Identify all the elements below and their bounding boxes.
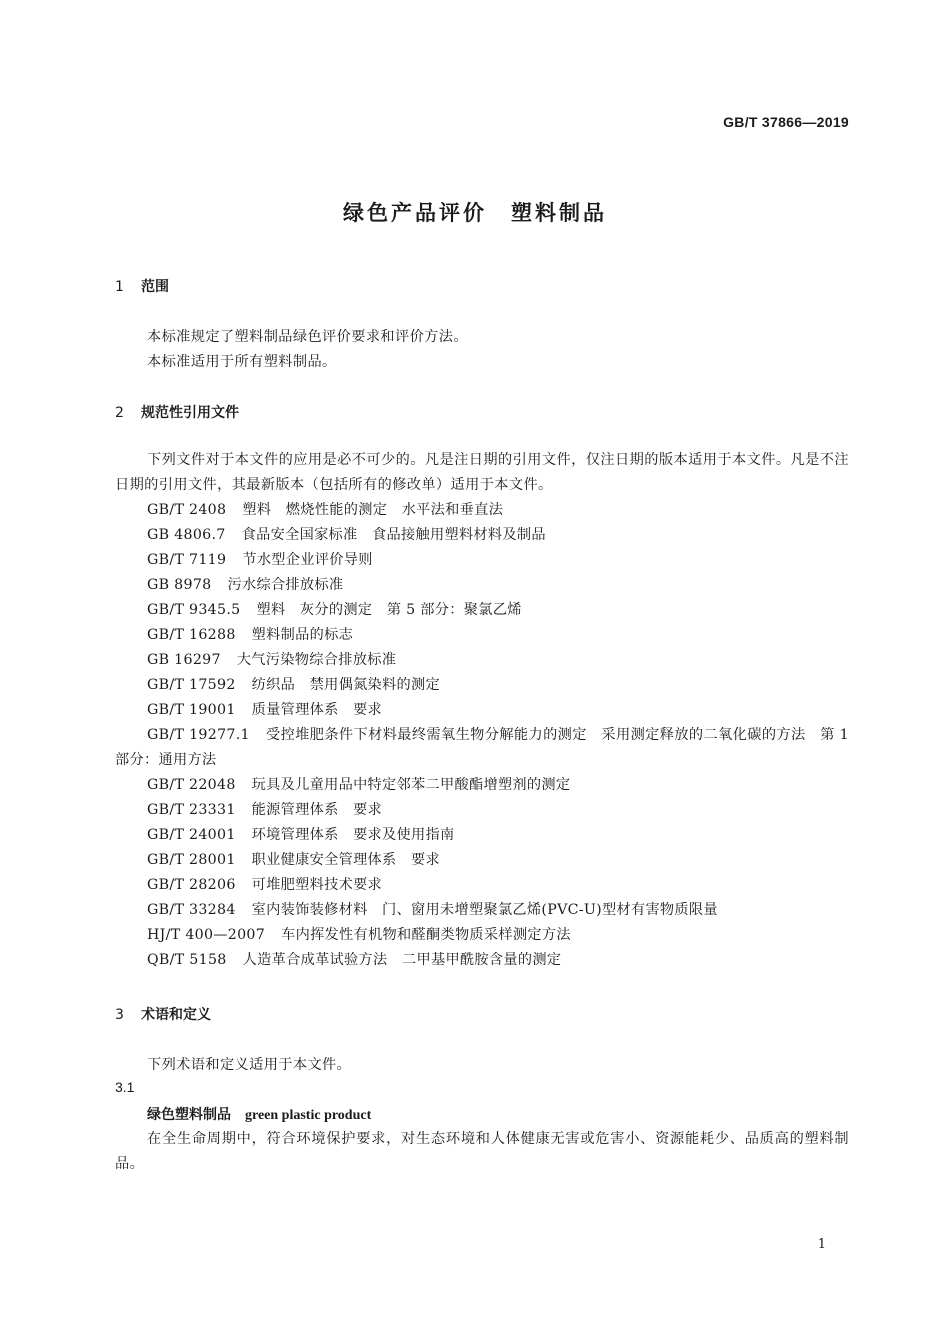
reference-item: GB/T 24001 环境管理体系 要求及使用指南 [147, 827, 455, 843]
reference-item: GB 8978 污水综合排放标准 [147, 577, 344, 593]
title-part-2: 塑料制品 [511, 201, 607, 225]
page-number: 1 [817, 1237, 826, 1252]
reference-item: GB 4806.7 食品安全国家标准 食品接触用塑料材料及制品 [147, 527, 546, 543]
section-title: 术语和定义 [141, 1007, 211, 1023]
reference-item: GB/T 28001 职业健康安全管理体系 要求 [147, 852, 440, 868]
normative-references-intro: 下列文件对于本文件的应用是必不可少的。凡是注日期的引用文件，仅注日期的版本适用于本文件。凡是不注日期的引用文件，其最新版本（包括所有的修改单）适用于本文件。 [115, 452, 849, 493]
section-1-heading [115, 276, 169, 296]
reference-item: GB 16297 大气污染物综合排放标准 [147, 652, 397, 668]
term-definition: 在全生命周期中，符合环境保护要求，对生态环境和人体健康无害或危害小、资源能耗少、品质高的塑料制品。 [115, 1131, 849, 1172]
scope-line-2: 本标准适用于所有塑料制品。 [147, 354, 337, 370]
reference-item: GB/T 23331 能源管理体系 要求 [147, 802, 383, 818]
section-2-heading [115, 402, 239, 422]
section-number: 1 [115, 279, 124, 295]
section-title: 范围 [141, 279, 169, 295]
terms-intro: 下列术语和定义适用于本文件。 [147, 1057, 352, 1073]
reference-item: GB/T 33284 室内装饰装修材料 门、窗用未增塑聚氯乙烯(PVC-U)型材有害物质限量 [147, 902, 718, 918]
reference-item: GB/T 17592 纺织品 禁用偶氮染料的测定 [147, 677, 440, 693]
standard-number: GB/T 37866—2019 [723, 114, 849, 130]
scope-line-1: 本标准规定了塑料制品绿色评价要求和评价方法。 [147, 329, 468, 345]
title-part-1: 绿色产品评价 [343, 201, 487, 225]
reference-item: QB/T 5158 人造革合成革试验方法 二甲基甲酰胺含量的测定 [147, 952, 562, 968]
section-number: 3 [115, 1007, 124, 1023]
reference-item: GB/T 19277.1 受控堆肥条件下材料最终需氧生物分解能力的测定 采用测定释放的二氧化碳的方法 第 1 部分：通用方法 [115, 727, 850, 768]
reference-item: GB/T 9345.5 塑料 灰分的测定 第 5 部分：聚氯乙烯 [147, 602, 522, 618]
reference-list [115, 498, 849, 973]
term-chinese: 绿色塑料制品 [147, 1107, 231, 1123]
section-number: 2 [115, 405, 124, 421]
reference-item: GB/T 22048 玩具及儿童用品中特定邻苯二甲酸酯增塑剂的测定 [147, 777, 571, 793]
reference-item: GB/T 16288 塑料制品的标志 [147, 627, 354, 643]
reference-item: HJ/T 400—2007 车内挥发性有机物和醛酮类物质采样测定方法 [147, 927, 571, 943]
reference-item: GB/T 2408 塑料 燃烧性能的测定 水平法和垂直法 [147, 502, 504, 518]
document-title [0, 197, 950, 227]
term-entry [147, 1104, 371, 1124]
term-english: green plastic product [245, 1108, 372, 1123]
section-3-heading [115, 1004, 211, 1024]
reference-item: GB/T 7119 节水型企业评价导则 [147, 552, 373, 568]
section-title: 规范性引用文件 [141, 405, 239, 421]
reference-item: GB/T 28206 可堆肥塑料技术要求 [147, 877, 383, 893]
clause-number: 3.1 [115, 1079, 135, 1095]
reference-item: GB/T 19001 质量管理体系 要求 [147, 702, 383, 718]
